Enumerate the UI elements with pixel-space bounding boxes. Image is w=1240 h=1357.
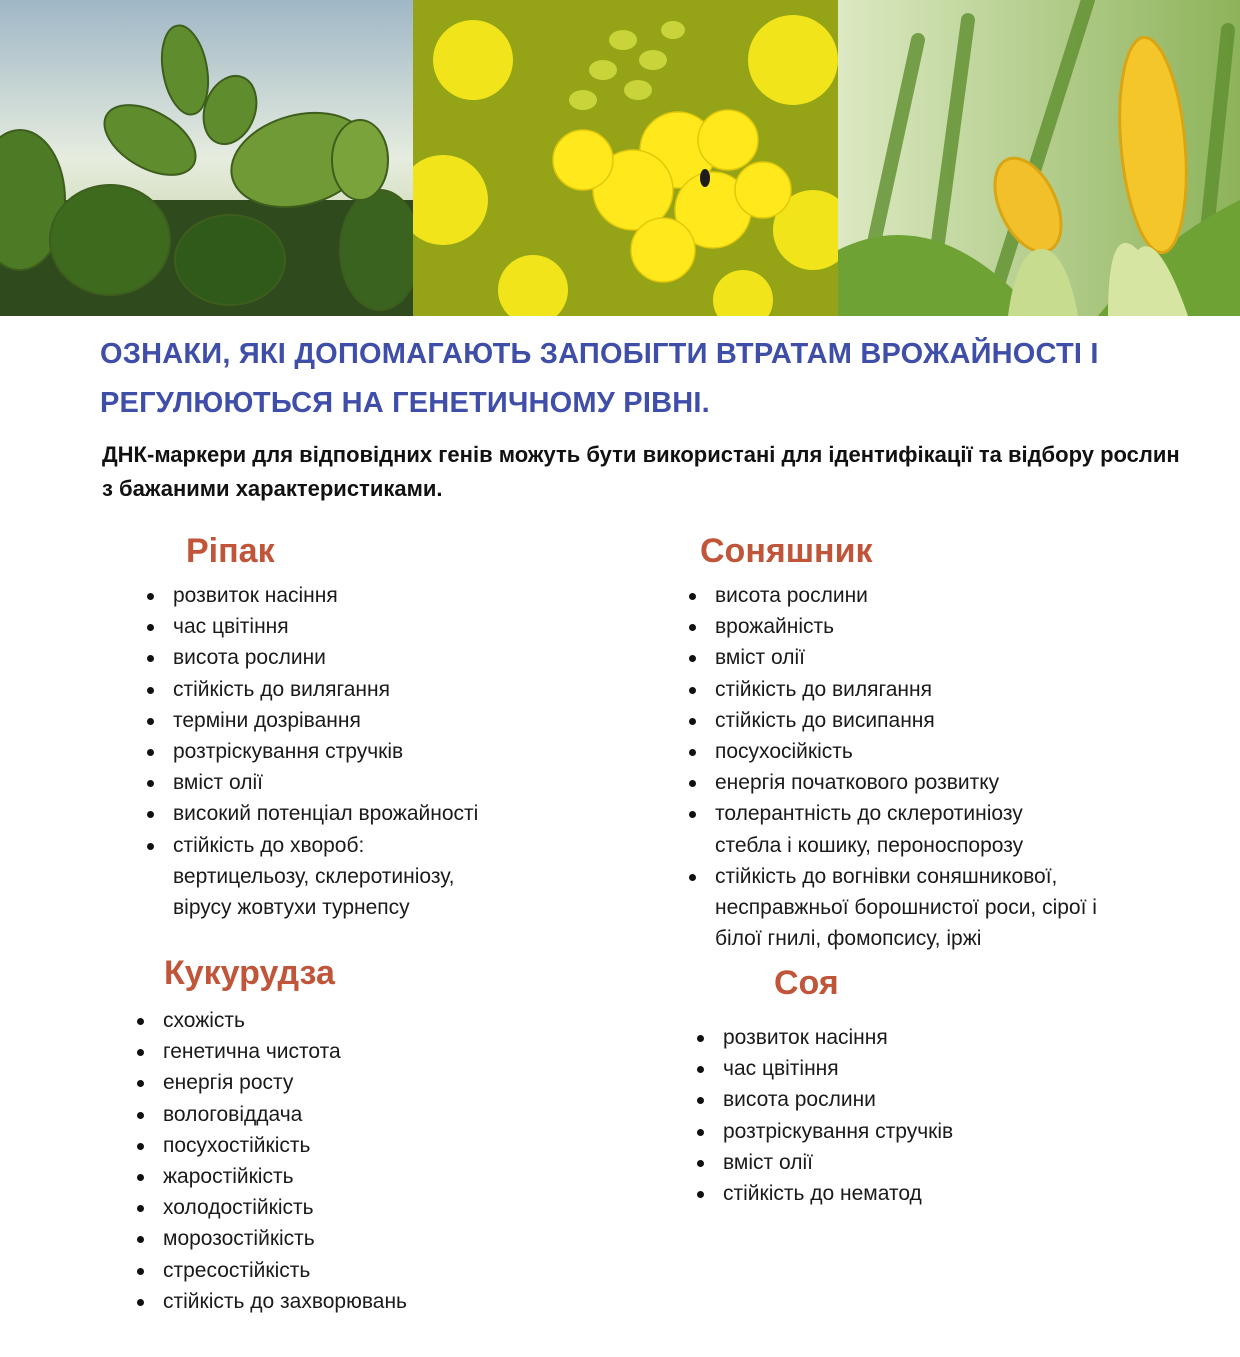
list-item: схожість [137, 1005, 557, 1036]
list-item: висота рослини [147, 642, 567, 673]
list-item: розтріскування стручків [697, 1116, 1117, 1147]
list-item: вміст олії [689, 642, 1139, 673]
list-item: стійкість до захворювань [137, 1286, 557, 1317]
corn-cobs-image [838, 0, 1240, 316]
soy-title: Соя [774, 964, 839, 1002]
list-item: енергія росту [137, 1067, 557, 1098]
list-item: врожайність [689, 611, 1139, 642]
list-item: висота рослини [697, 1084, 1117, 1115]
list-item: час цвітіння [147, 611, 567, 642]
list-item: енергія початкового розвитку [689, 767, 1139, 798]
list-item: генетична чистота [137, 1036, 557, 1067]
list-item: терміни дозрівання [147, 705, 567, 736]
list-item: морозостійкість [137, 1223, 557, 1254]
list-item: стійкість до висипання [689, 705, 1139, 736]
list-item: вологовіддача [137, 1099, 557, 1130]
sunflower-trait-list [689, 580, 1139, 954]
corn-trait-list [137, 1005, 557, 1317]
corn-title: Кукурудза [164, 954, 335, 992]
list-item: посухостійкість [137, 1130, 557, 1161]
list-item: жаростійкість [137, 1161, 557, 1192]
list-item: стійкість до нематод [697, 1178, 1117, 1209]
sunflower-title: Соняшник [700, 532, 873, 570]
list-item: толерантність до склеротиніозу стебла і кошику, пероноспорозу [689, 798, 1070, 860]
rapeseed-flowers-image [413, 0, 838, 316]
list-item: вміст олії [697, 1147, 1117, 1178]
list-item: стійкість до вилягання [147, 674, 567, 705]
rapeseed-title: Ріпак [186, 532, 275, 570]
list-item: посухосійкість [689, 736, 1139, 767]
list-item: стійкість до хвороб: вертицельозу, склеротиніозу, вірусу жовтухи турнепсу [147, 830, 493, 924]
list-item: стресостійкість [137, 1255, 557, 1286]
list-item: вміст олії [147, 767, 567, 798]
soybean-leaves-image [0, 0, 413, 316]
list-item: стійкість до вилягання [689, 674, 1139, 705]
page-title: ОЗНАКИ, ЯКІ ДОПОМАГАЮТЬ ЗАПОБІГТИ ВТРАТАМ ВРОЖАЙНОСТІ І РЕГУЛЮЮТЬСЯ НА ГЕНЕТИЧНОМУ РІВНІ. [100, 338, 1099, 419]
rapeseed-trait-list [147, 580, 567, 923]
list-item: висота рослини [689, 580, 1139, 611]
list-item: розвиток насіння [147, 580, 567, 611]
list-item: розтріскування стручків [147, 736, 567, 767]
list-item: розвиток насіння [697, 1022, 1117, 1053]
list-item: високий потенціал врожайності [147, 798, 567, 829]
intro-text: ДНК-маркери для відповідних генів можуть бути використані для ідентифікації та відбору рослин з бажаними характеристиками. [102, 442, 1180, 501]
soy-trait-list [697, 1022, 1117, 1209]
list-item: холодостійкість [137, 1192, 557, 1223]
list-item: стійкість до вогнівки соняшникової, несправжньої борошнистої роси, сірої і білої гнилі, фомопсису, іржі [689, 861, 1135, 955]
photo-banner [0, 0, 1240, 316]
list-item: час цвітіння [697, 1053, 1117, 1084]
